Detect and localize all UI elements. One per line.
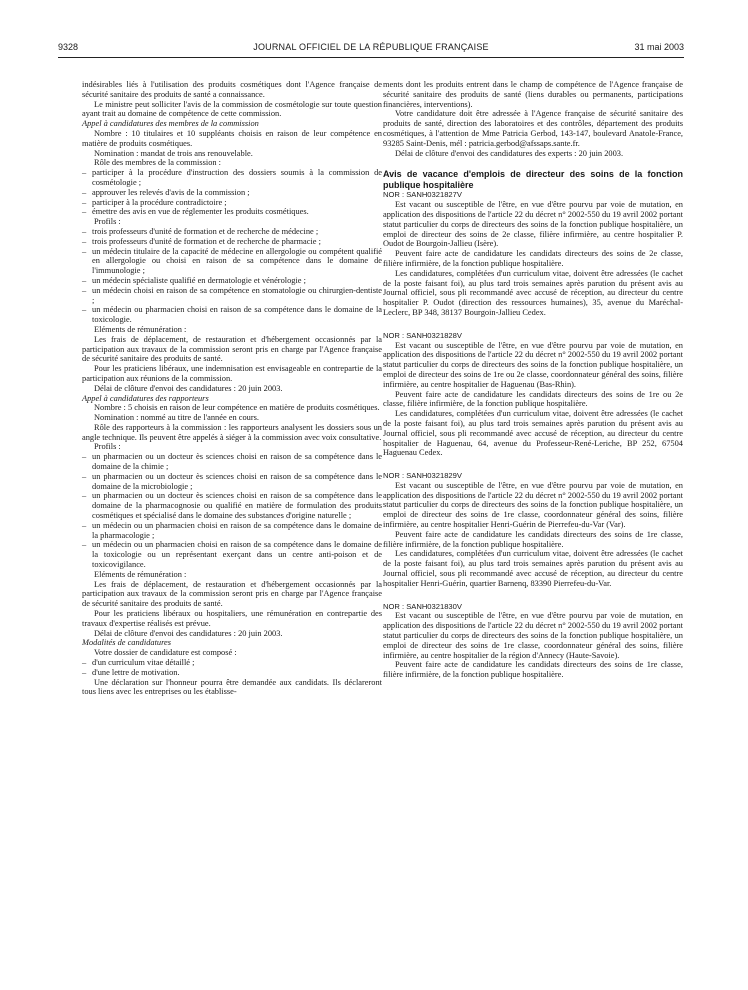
- list-item: – d'une lettre de motivation.: [82, 668, 382, 678]
- intro-paragraph: Le ministre peut solliciter l'avis de la commission de cosmétologie sur toute question ayant trait au domaine de compétence de cette commission.: [82, 99, 382, 119]
- intro-paragraph: indésirables liés à l'utilisation des produits cosmétiques dont l'Agence française de sécurité sanitaire des produits de santé a connaissance.: [82, 80, 382, 99]
- paragraph: Délai de clôture d'envoi des candidatures : 20 juin 2003.: [94, 383, 283, 393]
- journal-title: JOURNAL OFFICIEL DE LA RÉPUBLIQUE FRANÇAISE: [253, 42, 489, 52]
- paragraph: Les candidatures, complétées d'un curriculum vitae, doivent être adressées (le cachet de la poste faisant foi), au plus tard trois semaines après parution du présent avis au Journal officiel, sous pli recommandé avec accusé de réception, au directeur du centre hospitalier Henri-Guérin, quartier Barnenq, 83390 Pierrefeu-du-Var.: [383, 549, 683, 588]
- paragraph: Délai de clôture d'envoi des candidatures des experts : 20 juin 2003.: [395, 148, 624, 158]
- paragraph: Peuvent faire acte de candidature les candidats directeurs des soins de 1re classe, filière infirmière, de la fonction publique hospitalière.: [383, 660, 683, 680]
- nor-reference: NOR : SANH0321827V: [383, 190, 462, 200]
- paragraph: Peuvent faire acte de candidature les candidats directeurs des soins de 1re classe, filière infirmière, de la fonction publique hospitalière.: [383, 529, 683, 549]
- list-item: – un médecin ou un pharmacien choisi en raison de sa compétence dans le domaine de la toxicologie ou un représentant exerçant dans un centre anti-poison et de toxicovigilance.: [82, 540, 382, 569]
- section-heading-members: Appel à candidatures des membres de la commission: [82, 119, 259, 129]
- list-item: – un médecin spécialiste qualifié en dermatologie et vénérologie ;: [82, 276, 382, 286]
- right-column: [383, 80, 683, 680]
- list-item: – trois professeurs d'unité de formation et de recherche de médecine ;: [82, 227, 382, 237]
- paragraph: Eléments de rémunération :: [94, 324, 187, 334]
- paragraph: Votre candidature doit être adressée à l'Agence française de sécurité sanitaire des produits de santé, direction des laboratoires et des contrôles, département des produits cosmétiques, à l'attention de Mme Patricia Gerbod, 143-147, boulevard Anatole-France, 93285 Saint-Denis, mél : patricia.gerbod@afssaps.sante.fr.: [383, 109, 683, 148]
- paragraph: Une déclaration sur l'honneur pourra être demandée aux candidats. Ils déclareront tous liens avec les entreprises ou les établisse-: [82, 677, 382, 697]
- paragraph: Nomination : mandat de trois ans renouvelable.: [94, 148, 253, 158]
- list-item: – un médecin ou un pharmacien choisi en raison de sa compétence dans le domaine de la pharmacologie ;: [82, 521, 382, 541]
- section-heading-rapporteurs: Appel à candidatures des rapporteurs: [82, 393, 209, 403]
- paragraph: ments dont les produits entrent dans le champ de compétence de l'Agence française de sécurité sanitaire des produits de santé (liens durables ou permanents, participations financières, interventions).: [383, 80, 683, 109]
- paragraph: Les candidatures, complétées d'un curriculum vitae, doivent être adressées (le cachet de la poste faisant foi), au plus tard trois semaines après parution du présent avis au Journal officiel, sous pli recommandé avec accusé de réception, au directeur du centre hospitalier P. Oudot (direction des ressources humaines), 35, avenue du Maréchal-Leclerc, BP 348, 38137 Bourgoin-Jallieu Cedex.: [383, 268, 683, 317]
- paragraph: Votre dossier de candidature est composé :: [94, 648, 237, 658]
- paragraph: Pour les praticiens libéraux, une indemnisation est envisageable en contrepartie de la participation aux réunions de la commission.: [82, 364, 382, 383]
- paragraph: Nombre : 5 choisis en raison de leur compétence en matière de produits cosmétiques.: [94, 403, 380, 413]
- paragraph: Est vacant ou susceptible de l'être, en vue d'être pourvu par voie de mutation, en application des dispositions de l'article 22 du décret n° 2002-550 du 19 avril 2002 portant statut particulier du corps de directeurs des soins de la fonction publique hospitalière, un emploi de directeur des soins de 1re ou 2e classe, coordonnateur général des soins, filière infirmière, au centre hospitalier de Haguenau (Bas-Rhin).: [383, 340, 683, 389]
- paragraph: Rôle des membres de la commission :: [94, 158, 221, 168]
- paragraph: Nombre : 10 titulaires et 10 suppléants choisis en raison de leur compétence en matière de produits cosmétiques.: [82, 128, 382, 148]
- paragraph: Eléments de rémunération :: [94, 569, 187, 579]
- page-header: [58, 42, 684, 54]
- list-item: – un médecin choisi en raison de sa compétence en stomatologie ou chirurgien-dentiste ;: [82, 286, 382, 306]
- list-item: – un pharmacien ou un docteur ès sciences choisi en raison de sa compétence dans le domaine de la pharmacognosie ou qualifié en matière de formulation des produits cosmétiques et spécialisé dans le domaine des substances d'origine naturelle ;: [82, 491, 382, 520]
- list-item: – participer à la procédure d'instruction des dossiers soumis à la commission de cosmétologie ;: [82, 168, 382, 188]
- list-item: – un pharmacien ou un docteur ès sciences choisi en raison de sa compétence dans le domaine de la microbiologie ;: [82, 472, 382, 492]
- paragraph: Est vacant ou susceptible de l'être, en vue d'être pourvu par voie de mutation, en application des dispositions de l'article 22 du décret n° 2002-550 du 19 avril 2002 portant statut particulier du corps de directeurs des soins de la fonction publique hospitalière, un emploi de directeur des soins de 2e classe, filière infirmière, au centre hospitalier P. Oudot de Bourgoin-Jallieu (Isère).: [383, 200, 683, 249]
- nor-reference: NOR : SANH0321830V: [383, 601, 462, 611]
- list-item: – un médecin ou pharmacien choisi en raison de sa compétence dans le domaine de la toxicologie.: [82, 305, 382, 325]
- list-item: – participer à la procédure contradictoire ;: [82, 198, 382, 208]
- paragraph: Est vacant ou susceptible de l'être, en vue d'être pourvu par voie de mutation, en application des dispositions de l'article 22 du décret n° 2002-550 du 19 avril 2002 portant statut particulier du corps de directeurs des soins de la fonction publique hospitalière, un emploi de directeur des soins de 1re classe, coordonnateur général des soins, filière infirmière, au centre hospitalier de la région d'Annecy (Haute-Savoie).: [383, 611, 683, 660]
- list-item: – trois professeurs d'unité de formation et de recherche de pharmacie ;: [82, 237, 382, 247]
- paragraph: Peuvent faire acte de candidature les candidats directeurs des soins de 2e classe, filière infirmière, de la fonction publique hospitalière.: [383, 249, 683, 268]
- paragraph: Nomination : nommé au titre de l'année en cours.: [94, 413, 260, 423]
- nor-reference: NOR : SANH0321829V: [383, 471, 462, 481]
- list-item: – émettre des avis en vue de réglementer les produits cosmétiques.: [82, 207, 382, 217]
- left-column: [82, 80, 382, 697]
- paragraph: Est vacant ou susceptible de l'être, en vue d'être pourvu par voie de mutation, en application des dispositions de l'article 22 du décret n° 2002-550 du 19 avril 2002 portant statut particulier du corps de directeurs des soins de la fonction publique hospitalière, un emploi de directeur des soins de 1re classe, coordonnateur général des soins, filière infirmière, au centre hospitalier Henri-Guérin de Pierrefeu-du-Var (Var).: [383, 480, 683, 530]
- paragraph: Profils :: [94, 217, 121, 227]
- list-item: – un médecin titulaire de la capacité de médecine en allergologie ou compétent qualifié en allergologie ou choisi en raison de sa compétence dans le domaine de l'immunologie ;: [82, 247, 382, 276]
- paragraph: Rôle des rapporteurs à la commission : les rapporteurs analysent les dossiers sous un angle technique. Ils peuvent être appelés à siéger à la commission avec voix consultative.: [82, 422, 382, 442]
- header-rule: [58, 57, 684, 58]
- paragraph: Les frais de déplacement, de restauration et d'hébergement occasionnés par la participation aux travaux de la commission seront pris en charge par l'Agence française de sécurité sanitaire des produits de santé.: [82, 334, 382, 364]
- list-item: – approuver les relevés d'avis de la commission ;: [82, 188, 382, 198]
- notice-title: Avis de vacance d'emplois de directeur des soins de la fonction publique hospitalière: [383, 169, 683, 190]
- paragraph: Peuvent faire acte de candidature les candidats directeurs des soins de 1re ou 2e classe, filière infirmière, de la fonction publique hospitalière.: [383, 389, 683, 409]
- issue-date: 31 mai 2003: [634, 42, 684, 52]
- paragraph: Délai de clôture d'envoi des candidatures : 20 juin 2003.: [94, 628, 283, 638]
- list-item: – d'un curriculum vitae détaillé ;: [82, 658, 382, 668]
- paragraph: Pour les praticiens libéraux ou hospitaliers, une rémunération en contrepartie des travaux d'expertise réalisés est prévue.: [82, 609, 382, 628]
- section-heading-modalites: Modalités de candidatures: [82, 638, 172, 648]
- paragraph: Profils :: [94, 442, 121, 452]
- paragraph: Les frais de déplacement, de restauration et d'hébergement occasionnés par la participation aux travaux de la commission seront pris en charge par l'Agence française de sécurité sanitaire des produits de santé.: [82, 579, 382, 609]
- nor-reference: NOR : SANH0321828V: [383, 330, 462, 340]
- page-number: 9328: [58, 42, 79, 52]
- list-item: – un pharmacien ou un docteur ès sciences choisi en raison de sa compétence dans le domaine de la chimie ;: [82, 452, 382, 472]
- paragraph: Les candidatures, complétées d'un curriculum vitae, doivent être adressées (le cachet de la poste faisant foi), au plus tard trois semaines après parution du présent avis au Journal officiel, sous pli recommandé avec accusé de réception, au directeur du centre hospitalier de Haguenau, 64, avenue du Professeur-René-Leriche, BP 252, 67504 Haguenau Cedex.: [383, 409, 683, 458]
